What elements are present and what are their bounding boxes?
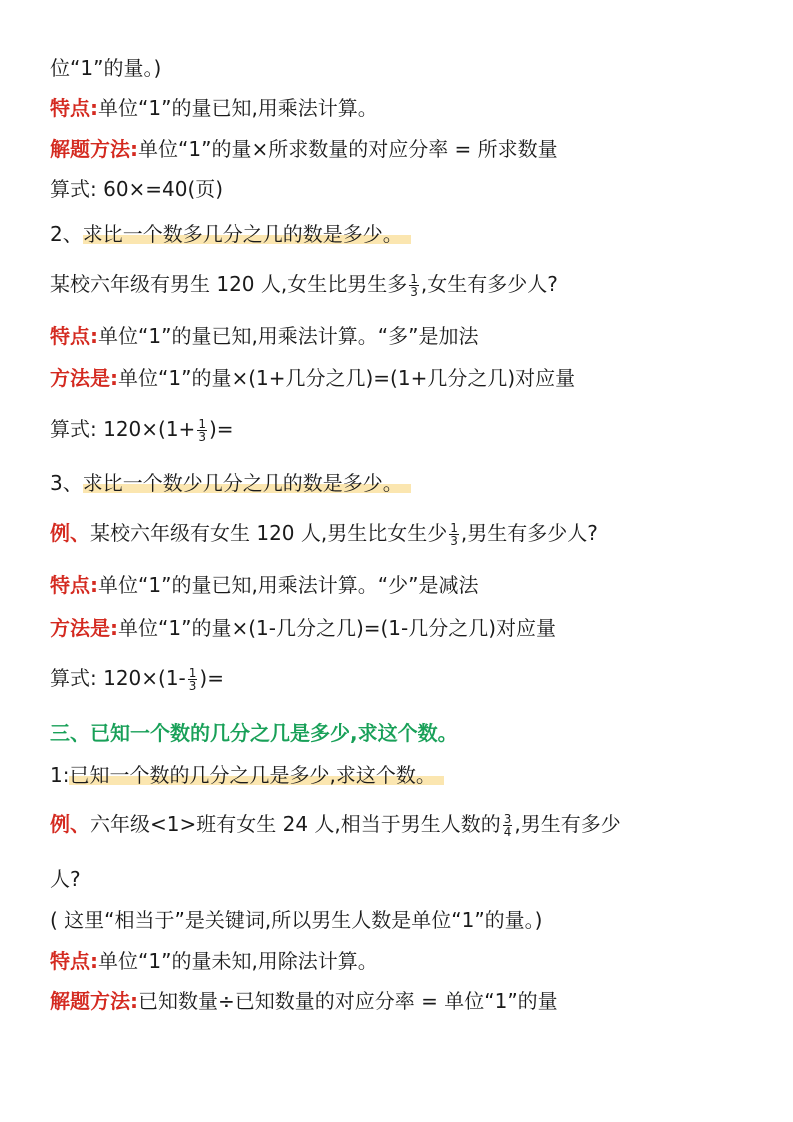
label-method: 方法是:: [50, 366, 118, 390]
fraction-numerator: 3: [503, 812, 512, 826]
label-feature: 特点:: [50, 573, 98, 597]
line-text: ,男生有多少人?: [460, 521, 598, 545]
formula-line-3: [50, 663, 763, 693]
label-feature: 特点:: [50, 949, 98, 973]
heading-text: 三、已知一个数的几分之几是多少,求这个数。: [50, 721, 458, 745]
line-text: 算式: 120×(1-: [50, 666, 186, 690]
fraction-denominator: 3: [410, 285, 418, 299]
method-line-3: [50, 613, 763, 643]
fraction-denominator: 3: [198, 430, 206, 444]
line-text: 单位“1”的量已知,用乘法计算。: [98, 96, 378, 120]
line-text: 单位“1”的量已知,用乘法计算。“少”是减法: [98, 573, 479, 597]
line-text: 单位“1”的量已知,用乘法计算。“多”是加法: [98, 324, 479, 348]
fraction-denominator: 4: [503, 825, 512, 839]
line-text: 单位“1”的量未知,用除法计算。: [98, 949, 378, 973]
subsection-1-heading: [50, 760, 763, 790]
fraction-numerator: 1: [188, 666, 197, 680]
section-three-heading: [50, 718, 763, 748]
feature-line-3: [50, 570, 763, 600]
label-feature: 特点:: [50, 96, 98, 120]
label-method: 方法是:: [50, 616, 118, 640]
section-number: 3、: [50, 471, 83, 495]
label-example: 例、: [50, 812, 90, 836]
fraction-one-third: [188, 667, 198, 692]
line-text: 已知数量÷已知数量的对应分率 = 单位“1”的量: [138, 989, 558, 1013]
feature-line-2: [50, 321, 763, 351]
feature-line-1: [50, 93, 763, 123]
highlighted-title: 已知一个数的几分之几是多少,求这个数。: [69, 763, 443, 787]
line-text: )=: [199, 666, 224, 690]
line-text: 单位“1”的量×(1-几分之几)=(1-几分之几)对应量: [118, 616, 557, 640]
fraction-one-third: [197, 418, 207, 443]
line-text: ( 这里“相当于”是关键词,所以男生人数是单位“1”的量。): [50, 908, 543, 932]
note-line: [50, 905, 763, 935]
method-line-1: [50, 134, 763, 164]
fraction-numerator: 1: [198, 417, 206, 431]
label-method: 解题方法:: [50, 989, 138, 1013]
highlighted-title: 求比一个数多几分之几的数是多少。: [83, 222, 411, 246]
line-text: 人?: [50, 867, 81, 891]
line-text: 某校六年级有男生 120 人,女生比男生多: [50, 272, 408, 296]
example-line-1: [50, 269, 763, 299]
feature-line-4: [50, 946, 763, 976]
section-number: 2、: [50, 222, 83, 246]
line-text: 位“1”的量。): [50, 56, 162, 80]
fraction-denominator: 3: [188, 679, 197, 693]
example-line-3: [50, 809, 763, 839]
line-text: 六年级<1>班有女生 24 人,相当于男生人数的: [90, 812, 501, 836]
fraction-denominator: 3: [450, 534, 458, 548]
label-feature: 特点:: [50, 324, 98, 348]
section-number: 1:: [50, 763, 70, 787]
fraction-three-fourths: [503, 813, 513, 838]
line-text: 某校六年级有女生 120 人,男生比女生少: [90, 521, 448, 545]
label-example: 例、: [50, 521, 90, 545]
line-text: ,男生有多少: [514, 812, 621, 836]
line-text: 算式: 120×(1+: [50, 417, 196, 441]
method-line-4: [50, 986, 763, 1016]
fraction-one-third: [409, 273, 419, 298]
line-text: )=: [208, 417, 234, 441]
text-line-1: [50, 53, 763, 83]
formula-line-1: [50, 174, 763, 204]
line-text: 算式: 60×=40(页): [50, 177, 224, 201]
fraction-numerator: 1: [410, 272, 418, 286]
line-text: ,女生有多少人?: [420, 272, 558, 296]
formula-line-2: [50, 414, 763, 444]
example-line-2: [50, 518, 763, 548]
text-line-continued: [50, 864, 763, 894]
section-3-heading: [50, 468, 763, 498]
highlighted-title: 求比一个数少几分之几的数是多少。: [83, 471, 411, 495]
line-text: 单位“1”的量×所求数量的对应分率 = 所求数量: [138, 137, 558, 161]
method-line-2: [50, 363, 763, 393]
section-2-heading: [50, 219, 763, 249]
fraction-numerator: 1: [450, 521, 458, 535]
line-text: 单位“1”的量×(1+几分之几)=(1+几分之几)对应量: [118, 366, 576, 390]
label-method: 解题方法:: [50, 137, 138, 161]
fraction-one-third: [449, 522, 459, 547]
